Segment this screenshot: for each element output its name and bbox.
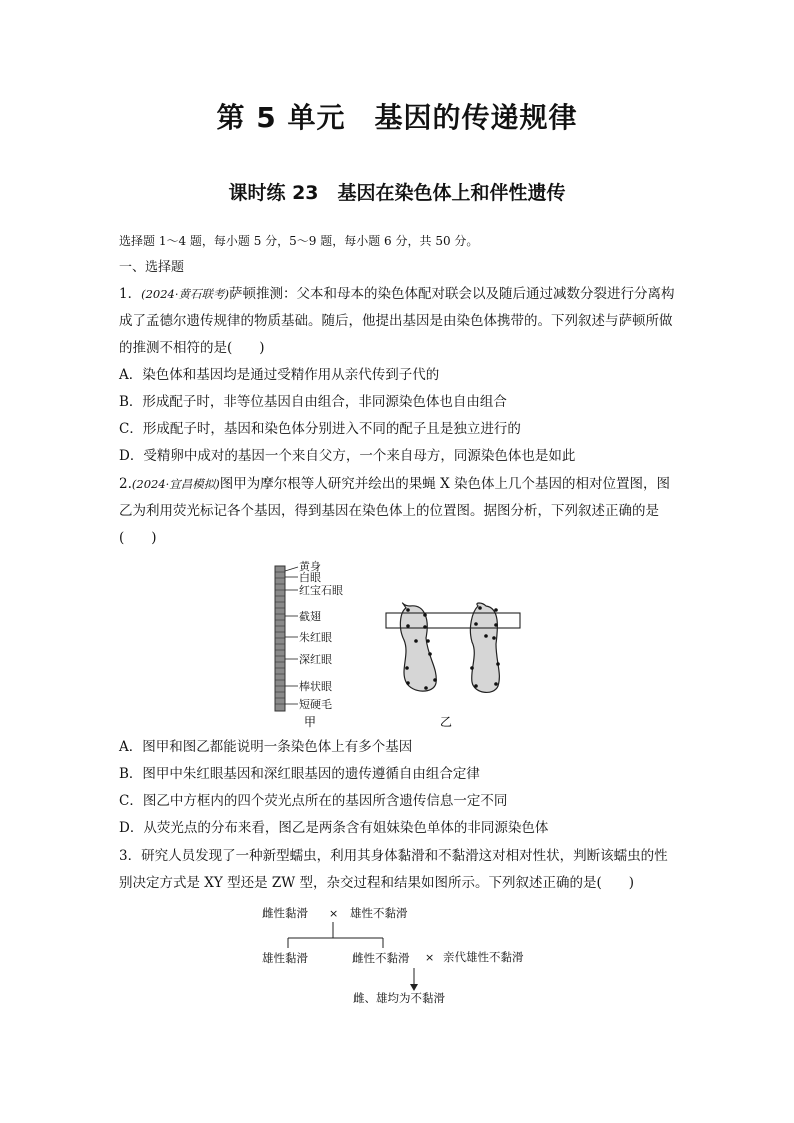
- question-source: (2024·黄石联考): [141, 287, 229, 301]
- chromosome-figure: [260, 558, 540, 733]
- lesson-title: 课时练 23 基因在染色体上和伴性遗传: [228, 182, 566, 204]
- question-number: 3．: [119, 848, 142, 864]
- question-number: 1．: [119, 286, 142, 302]
- cross-result: 雌、雄均为不黏滑: [353, 991, 445, 1005]
- q2-option-c: C．图乙中方框内的四个荧光点所在的基因所含遗传信息一定不同: [119, 793, 508, 809]
- section-heading: 一、选择题: [119, 260, 185, 275]
- q1-option-b: B．形成配子时，非等位基因自由组合，非同源染色体也自由组合: [119, 394, 507, 410]
- f1-male-sticky: 雄性黏滑: [262, 951, 308, 965]
- question-1-stem: [119, 281, 679, 362]
- f1-female-nonsticky: 雌性不黏滑: [352, 951, 410, 965]
- unit-title: 第 5 单元 基因的传递规律: [216, 101, 578, 134]
- question-text: 萨顿推测：父本和母本的染色体配对联会以及随后通过减数分裂进行分离构成了孟德尔遗传规律的物质基础。随后，他提出基因是由染色体携带的。下列叙述与萨顿所做的推测不相符的是( ): [119, 286, 675, 356]
- q2-option-a: A．图甲和图乙都能说明一条染色体上有多个基因: [119, 739, 413, 755]
- question-source: (2024·宜昌模拟): [131, 477, 220, 491]
- gene-label: 朱红眼: [299, 631, 332, 644]
- gene-label: 黄身: [299, 560, 321, 573]
- question-text: 图甲为摩尔根等人研究并绘出的果蝇 X 染色体上几个基因的相对位置图，图乙为利用荧光标记各个基因，得到基因在染色体上的位置图。据图分析，下列叙述正确的是( ): [119, 476, 670, 546]
- backcross-parent: 亲代雄性不黏滑: [443, 950, 524, 964]
- gene-label: 短硬毛: [299, 698, 332, 711]
- gene-label: 截翅: [299, 610, 321, 623]
- gene-label: 棒状眼: [299, 680, 332, 693]
- figure-a-chromosome: [275, 559, 343, 729]
- figure-b-chromosomes: [386, 603, 520, 729]
- question-3-stem: [119, 843, 679, 897]
- parent-female: 雌性黏滑: [262, 906, 308, 920]
- q2-option-b: B．图甲中朱红眼基因和深红眼基因的遗传遵循自由组合定律: [119, 766, 480, 782]
- backcross-symbol: ×: [425, 951, 435, 964]
- figure-a-label: 甲: [304, 715, 317, 729]
- gene-label: 红宝石眼: [299, 584, 343, 597]
- q1-option-c: C．形成配子时，基因和染色体分别进入不同的配子且是独立进行的: [119, 421, 521, 437]
- scoring-intro: 选择题 1～4 题，每小题 5 分，5～9 题，每小题 6 分，共 50 分。: [119, 234, 479, 248]
- gene-label: 深红眼: [299, 653, 332, 666]
- q2-option-d: D．从荧光点的分布来看，图乙是两条含有姐妹染色单体的非同源染色体: [119, 820, 549, 836]
- question-number: 2.: [119, 476, 132, 492]
- q1-option-a: A．染色体和基因均是通过受精作用从亲代传到子代的: [119, 367, 440, 383]
- cross-symbol: ×: [329, 907, 339, 920]
- figure-b-label: 乙: [440, 715, 453, 729]
- question-2-stem: [119, 471, 679, 552]
- q1-option-d: D．受精卵中成对的基因一个来自父方，一个来自母方，同源染色体也是如此: [119, 448, 576, 464]
- parent-male: 雄性不黏滑: [350, 906, 408, 920]
- cross-diagram: [250, 900, 550, 1012]
- question-text: 研究人员发现了一种新型蠕虫，利用其身体黏滑和不黏滑这对相对性状，判断该蠕虫的性别决定方式是 XY 型还是 ZW 型，杂交过程和结果如图所示。下列叙述正确的是( ): [119, 848, 668, 891]
- gene-label: 白眼: [299, 571, 321, 584]
